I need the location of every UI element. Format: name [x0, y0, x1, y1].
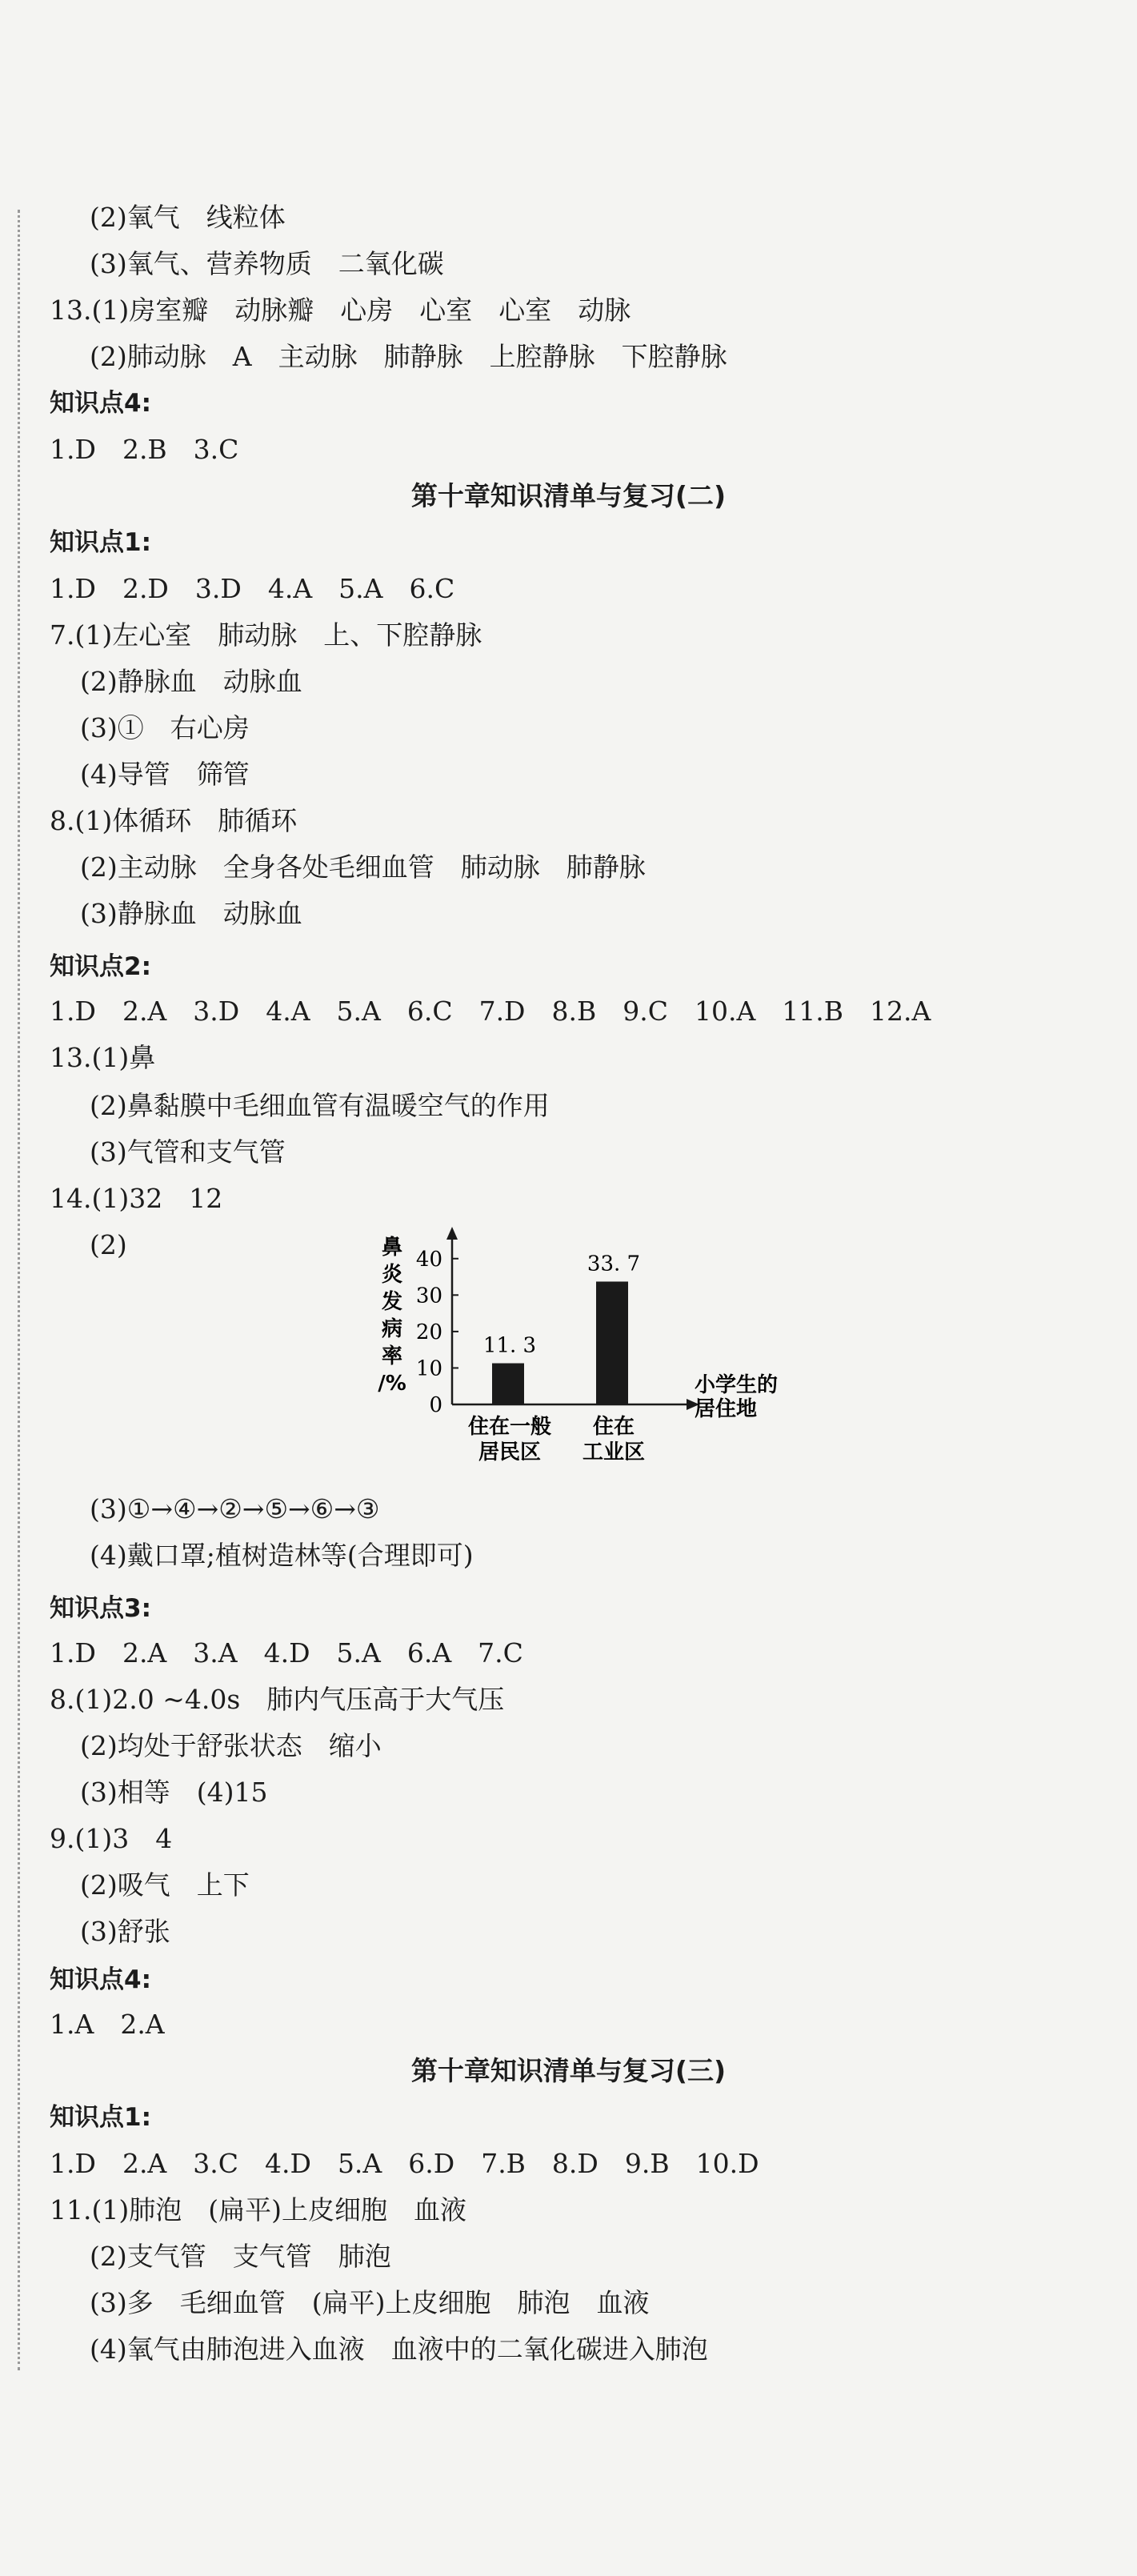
answer-line: (2)主动脉 全身各处毛细血管 肺动脉 肺静脉	[80, 851, 646, 883]
answer-line: (4)氧气由肺泡进入血液 血液中的二氧化碳进入肺泡	[90, 2334, 708, 2365]
answer-line: 1.D 2.B 3.C	[50, 434, 239, 465]
y-axis-label-char: /%	[378, 1372, 406, 1396]
x-axis-label: 小学生的	[695, 1373, 779, 1397]
knowledge-point-label: 知识点3:	[50, 1594, 151, 1623]
answer-line: (3)静脉血 动脉血	[80, 898, 302, 929]
bar	[596, 1281, 628, 1404]
answer-line: (2)吸气 上下	[80, 1869, 250, 1901]
y-axis-label-char: 鼻	[381, 1236, 403, 1260]
answer-line: 14.(1)32 12	[50, 1183, 223, 1214]
x-axis-label: 居住地	[695, 1397, 758, 1421]
answer-line: (4)导管 筛管	[80, 759, 250, 790]
rhinitis-bar-chart	[376, 1220, 808, 1484]
answer-line: (2)支气管 支气管 肺泡	[90, 2241, 391, 2272]
knowledge-point-label: 知识点1:	[50, 528, 151, 557]
answer-line: (3)舒张	[80, 1916, 170, 1947]
bar	[492, 1364, 524, 1404]
y-tick-label: 40	[415, 1247, 442, 1272]
knowledge-point-label: 知识点4:	[50, 1965, 151, 1994]
section-heading: 第十章知识清单与复习(三)	[410, 2055, 727, 2086]
bar-value-label: 11. 3	[482, 1333, 537, 1358]
answer-line: (3)气管和支气管	[90, 1136, 286, 1168]
answer-line: 11.(1)肺泡 (扁平)上皮细胞 血液	[50, 2194, 466, 2225]
answer-line: 13.(1)鼻	[50, 1042, 156, 1073]
answer-line: (2)鼻黏膜中毛细血管有温暖空气的作用	[90, 1090, 550, 1121]
answer-line: (3)① 右心房	[80, 712, 250, 743]
y-tick-label: 20	[415, 1320, 442, 1344]
answer-line: 7.(1)左心室 肺动脉 上、下腔静脉	[50, 619, 482, 651]
answer-line: (3)多 毛细血管 (扁平)上皮细胞 肺泡 血液	[90, 2287, 650, 2318]
y-axis-label-char: 发	[381, 1290, 403, 1314]
binding-margin-dotted-line	[18, 210, 20, 2370]
y-axis-arrow	[446, 1227, 458, 1240]
answer-line: 8.(1)2.0 ~4.0s 肺内气压高于大气压	[50, 1684, 505, 1715]
answer-line: 1.D 2.A 3.A 4.D 5.A 6.A 7.C	[50, 1637, 523, 1669]
knowledge-point-label: 知识点1:	[50, 2103, 151, 2132]
answer-line: 9.(1)3 4	[50, 1823, 173, 1854]
category-label: 住在一般	[467, 1415, 552, 1439]
answer-line: (2)	[90, 1229, 127, 1260]
answer-line: 1.A 2.A	[50, 2009, 165, 2040]
answer-line: (4)戴口罩;植树造林等(合理即可)	[90, 1540, 474, 1571]
answer-line: (2)均处于舒张状态 缩小	[80, 1730, 382, 1761]
y-axis-label-char: 率	[381, 1344, 403, 1368]
answer-line: (2)氧气 线粒体	[90, 202, 286, 233]
section-heading: 第十章知识清单与复习(二)	[410, 480, 727, 511]
y-axis-label-char: 病	[381, 1317, 403, 1341]
answer-line: (3)氧气、营养物质 二氧化碳	[90, 248, 444, 279]
answer-line: 1.D 2.A 3.C 4.D 5.A 6.D 7.B 8.D 9.B 10.D	[50, 2148, 759, 2179]
answer-line: 1.D 2.D 3.D 4.A 5.A 6.C	[50, 573, 455, 604]
y-tick-label: 0	[429, 1393, 442, 1417]
y-tick-label: 30	[415, 1284, 442, 1308]
knowledge-point-label: 知识点4:	[50, 389, 151, 418]
answer-line: (2)静脉血 动脉血	[80, 666, 302, 697]
knowledge-point-label: 知识点2:	[50, 952, 151, 981]
category-label: 居民区	[478, 1440, 542, 1464]
answer-line: (3)①→④→②→⑤→⑥→③	[90, 1493, 380, 1524]
category-label: 工业区	[582, 1440, 646, 1464]
answer-line: 8.(1)体循环 肺循环	[50, 805, 298, 836]
answer-line: (3)相等 (4)15	[80, 1777, 268, 1808]
answer-line: 1.D 2.A 3.D 4.A 5.A 6.C 7.D 8.B 9.C 10.A 11.B 12.A	[50, 996, 931, 1027]
y-tick-label: 10	[415, 1356, 442, 1381]
category-label: 住在	[592, 1415, 635, 1439]
answer-line: (2)肺动脉 A 主动脉 肺静脉 上腔静脉 下腔静脉	[90, 341, 727, 372]
answer-line: 13.(1)房室瓣 动脉瓣 心房 心室 心室 动脉	[50, 294, 631, 326]
bar-value-label: 33. 7	[587, 1252, 641, 1276]
y-axis-label-char: 炎	[381, 1263, 403, 1287]
